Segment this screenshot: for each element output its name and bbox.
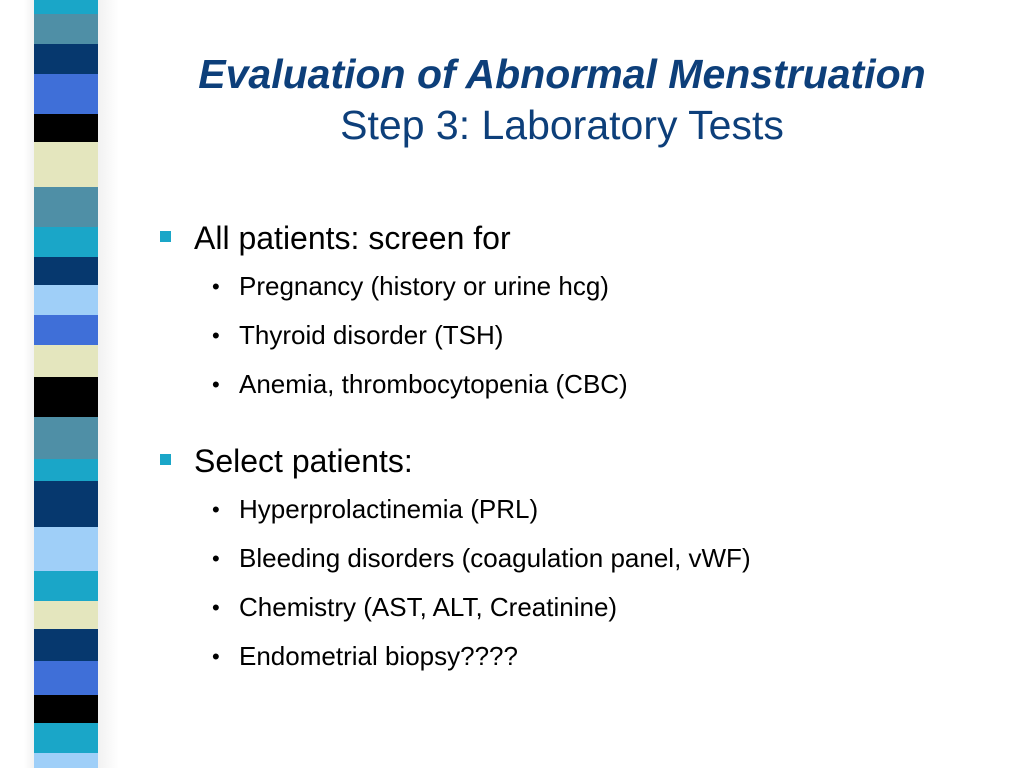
strip-band bbox=[34, 285, 98, 315]
strip-band bbox=[34, 459, 98, 481]
bullet-heading: Select patients: bbox=[194, 443, 413, 479]
bullet-text: Chemistry (AST, ALT, Creatinine) bbox=[239, 592, 618, 622]
slide-subtitle: Step 3: Laboratory Tests bbox=[340, 102, 784, 148]
bullet-text: Pregnancy (history or urine hcg) bbox=[239, 271, 609, 301]
bullet-level1 bbox=[160, 214, 1010, 262]
strip-band bbox=[34, 227, 98, 257]
round-bullet-icon: • bbox=[212, 644, 220, 669]
slide-left-margin bbox=[0, 0, 34, 768]
bullet-level2 bbox=[160, 311, 1010, 360]
strip-band bbox=[34, 417, 98, 459]
bullet-text: Anemia, thrombocytopenia (CBC) bbox=[239, 369, 628, 399]
strip-band bbox=[34, 601, 98, 629]
bullet-text: Endometrial biopsy???? bbox=[239, 641, 518, 671]
strip-band bbox=[34, 723, 98, 753]
bullet-group-all-patients bbox=[160, 214, 1010, 409]
slide-title-block bbox=[100, 48, 1024, 150]
strip-band bbox=[34, 187, 98, 227]
strip-band bbox=[34, 345, 98, 377]
bullet-level2 bbox=[160, 583, 1010, 632]
strip-band bbox=[34, 74, 98, 114]
strip-band bbox=[34, 661, 98, 695]
bullet-text: Thyroid disorder (TSH) bbox=[239, 320, 504, 350]
strip-band bbox=[34, 571, 98, 601]
bullet-level2 bbox=[160, 262, 1010, 311]
square-bullet-icon bbox=[160, 454, 171, 465]
strip-band bbox=[34, 695, 98, 723]
decorative-color-strip bbox=[34, 0, 98, 768]
strip-band bbox=[34, 481, 98, 527]
bullet-level2 bbox=[160, 485, 1010, 534]
slide-title: Evaluation of Abnormal Menstruation bbox=[198, 51, 926, 97]
round-bullet-icon: • bbox=[212, 497, 220, 522]
strip-band bbox=[34, 257, 98, 285]
strip-band bbox=[34, 44, 98, 74]
bullet-group-select-patients bbox=[160, 437, 1010, 681]
bullet-heading: All patients: screen for bbox=[194, 220, 511, 256]
strip-band bbox=[34, 14, 98, 44]
strip-band bbox=[34, 315, 98, 345]
strip-band bbox=[34, 114, 98, 142]
bullet-level2 bbox=[160, 360, 1010, 409]
bullet-level2 bbox=[160, 632, 1010, 681]
slide-body bbox=[160, 214, 1010, 709]
bullet-level2 bbox=[160, 534, 1010, 583]
round-bullet-icon: • bbox=[212, 274, 220, 299]
strip-band bbox=[34, 142, 98, 187]
strip-band bbox=[34, 0, 98, 14]
bullet-level1 bbox=[160, 437, 1010, 485]
bullet-text: Hyperprolactinemia (PRL) bbox=[239, 494, 539, 524]
strip-band bbox=[34, 629, 98, 661]
bullet-text: Bleeding disorders (coagulation panel, vWF) bbox=[239, 543, 751, 573]
strip-band bbox=[34, 527, 98, 571]
round-bullet-icon: • bbox=[212, 372, 220, 397]
strip-band bbox=[34, 377, 98, 417]
round-bullet-icon: • bbox=[212, 546, 220, 571]
round-bullet-icon: • bbox=[212, 595, 220, 620]
strip-band bbox=[34, 753, 98, 768]
round-bullet-icon: • bbox=[212, 323, 220, 348]
square-bullet-icon bbox=[160, 231, 171, 242]
